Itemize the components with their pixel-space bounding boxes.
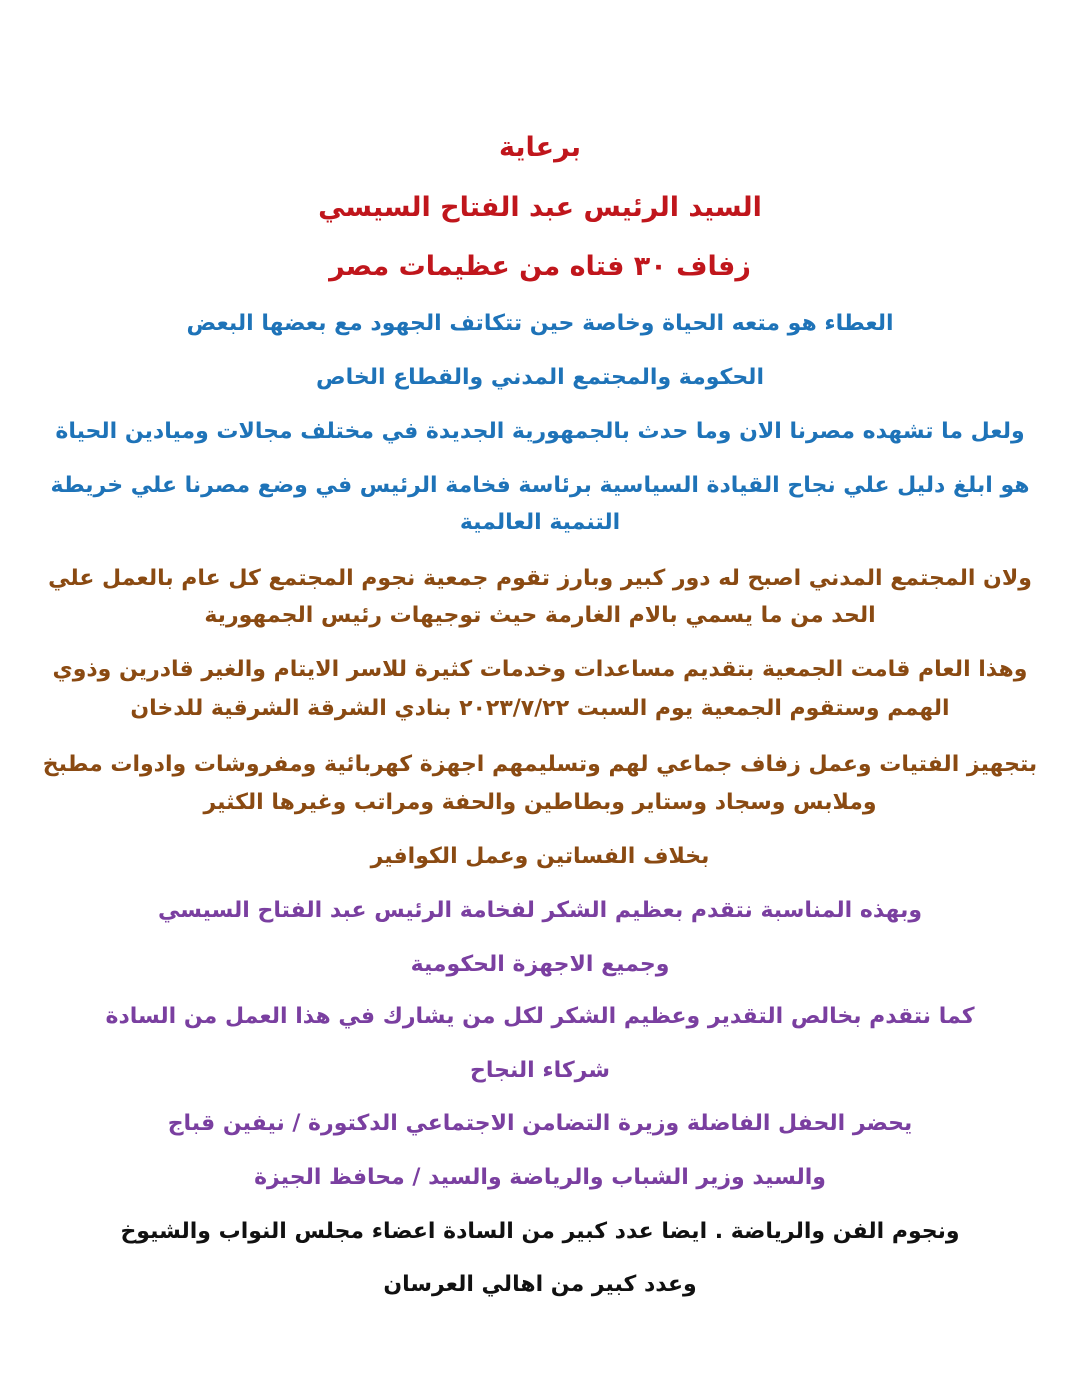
paragraph-line: شركاء النجاح bbox=[469, 1058, 611, 1083]
paragraph-line: الهمم وستقوم الجمعية يوم السبت ٢٠٢٣/٧/٢٢ بنادي الشرقة الشرقية للدخان bbox=[130, 696, 950, 721]
paragraph-line: العطاء هو متعه الحياة وخاصة حين تتكاتف الجهود مع بعضها البعض bbox=[186, 311, 894, 336]
paragraph-line: وملابس وسجاد وستاير وبطاطين والحفة ومراتب وغيرها الكثير bbox=[203, 790, 877, 815]
paragraph-line: وبهذه المناسبة نتقدم بعظيم الشكر لفخامة الرئيس عبد الفتاح السيسي bbox=[157, 898, 923, 923]
paragraph-line: وعدد كبير من اهالي العرسان bbox=[383, 1272, 697, 1297]
paragraph-line: والسيد وزير الشباب والرياضة والسيد / محافظ الجيزة bbox=[254, 1165, 826, 1190]
paragraph-line: كما نتقدم بخالص التقدير وعظيم الشكر لكل من يشارك في هذا العمل من السادة bbox=[105, 1004, 975, 1029]
paragraph-line: ولان المجتمع المدني اصبح له دور كبير وبارز تقوم جمعية نجوم المجتمع كل عام بالعمل علي bbox=[48, 566, 1032, 591]
paragraph-line: يحضر الحفل الفاضلة وزيرة التضامن الاجتماعي الدكتورة / نيفين قباج bbox=[167, 1111, 913, 1136]
paragraph-line: وجميع الاجهزة الحكومية bbox=[410, 952, 670, 977]
paragraph-line: الحكومة والمجتمع المدني والقطاع الخاص bbox=[315, 365, 764, 390]
sponsorship-heading: برعاية bbox=[498, 132, 582, 163]
paragraph-line: هو ابلغ دليل علي نجاح القيادة السياسية برئاسة فخامة الرئيس في وضع مصرنا علي خريطة bbox=[50, 473, 1030, 498]
paragraph-line: بتجهيز الفتيات وعمل زفاف جماعي لهم وتسليمهم اجهزة كهربائية ومفروشات وادوات مطبخ bbox=[42, 752, 1038, 777]
wedding-title-heading: زفاف ٣٠ فتاه من عظيمات مصر bbox=[329, 251, 751, 282]
paragraph-line: وهذا العام قامت الجمعية بتقديم مساعدات وخدمات كثيرة للاسر الايتام والغير قادرين وذوي bbox=[52, 657, 1028, 682]
paragraph-line: بخلاف الفساتين وعمل الكوافير bbox=[370, 844, 710, 869]
paragraph-line: الحد من ما يسمي بالام الغارمة حيث توجيهات رئيس الجمهورية bbox=[204, 603, 876, 628]
president-name-heading: السيد الرئيس عبد الفتاح السيسي bbox=[318, 192, 762, 223]
paragraph-line: ولعل ما تشهده مصرنا الان وما حدث بالجمهورية الجديدة في مختلف مجالات وميادين الحياة bbox=[55, 419, 1025, 444]
paragraph-line: التنمية العالمية bbox=[459, 510, 621, 535]
paragraph-line: ونجوم الفن والرياضة . ايضا عدد كبير من السادة اعضاء مجلس النواب والشيوخ bbox=[120, 1219, 960, 1244]
